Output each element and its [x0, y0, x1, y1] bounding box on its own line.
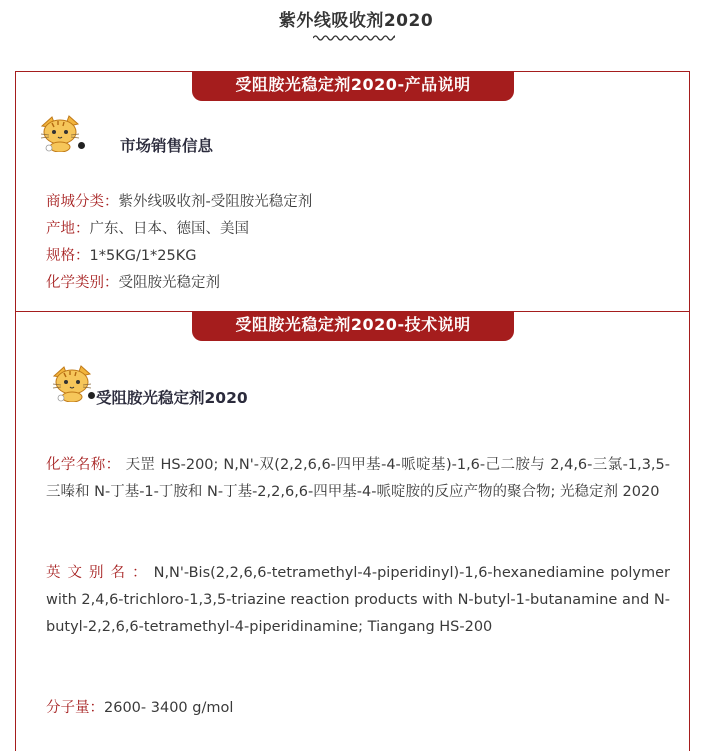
molecular-weight-paragraph — [46, 695, 670, 722]
english-name-label: 英 文 别 名 ： — [46, 565, 148, 581]
info-row-origin — [46, 217, 249, 238]
info-value: 受阻胺光稳定剂 — [118, 275, 220, 291]
chemical-name-paragraph — [46, 452, 670, 506]
molecular-weight-label: 分子量： — [46, 700, 104, 716]
bullet-dot-icon — [78, 142, 85, 149]
english-name-value: N,N'-Bis(2,2,6,6-tetramethyl-4-piperidinyl)-1,6-hexanediamine polymer with 2,4,6-trichloro-1,3,5-triazine reaction products with N-butyl-1-butanamine and N-butyl-2,2,6,6-tetramethyl-4-piperidinamine; Tiangang HS-200 — [46, 565, 670, 635]
info-label: 规格： — [46, 248, 90, 264]
info-row-category — [46, 190, 312, 211]
title-wave-divider — [313, 33, 395, 43]
page-title: 紫外线吸收剂2020 — [278, 11, 434, 31]
info-label: 商城分类： — [46, 194, 119, 210]
info-row-chem-class — [46, 271, 220, 292]
section-subtitle: 受阻胺光稳定剂2020 — [96, 389, 248, 407]
section-subtitle: 市场销售信息 — [120, 137, 214, 155]
chemical-name-value: 天罡 HS-200; N,N'-双(2,2,6,6-四甲基-4-哌啶基)-1,6-己二胺与 2,4,6-三氯-1,3,5-三嗪和 N-丁基-1-丁胺和 N-丁基-2,2,6,6-四甲基-4-哌啶胺的反应产物的聚合物; 光稳定剂 2020 — [46, 457, 671, 500]
info-value: 紫外线吸收剂-受阻胺光稳定剂 — [118, 194, 313, 210]
bullet-dot-icon — [88, 392, 95, 399]
product-description-section — [15, 71, 690, 313]
section-banner-technical: 受阻胺光稳定剂2020-技术说明 — [192, 311, 514, 341]
english-name-paragraph — [46, 560, 670, 641]
info-label: 产地： — [46, 221, 90, 237]
info-label: 化学类别： — [46, 275, 119, 291]
info-value: 1*5KG/1*25KG — [89, 248, 197, 264]
molecular-weight-value: 2600- 3400 g/mol — [104, 700, 234, 716]
info-value: 广东、日本、德国、美国 — [89, 221, 249, 237]
chemical-name-label: 化学名称： — [46, 457, 121, 473]
info-row-spec — [46, 244, 197, 265]
section-banner-product: 受阻胺光稳定剂2020-产品说明 — [192, 71, 514, 101]
technical-description-section — [15, 311, 690, 751]
